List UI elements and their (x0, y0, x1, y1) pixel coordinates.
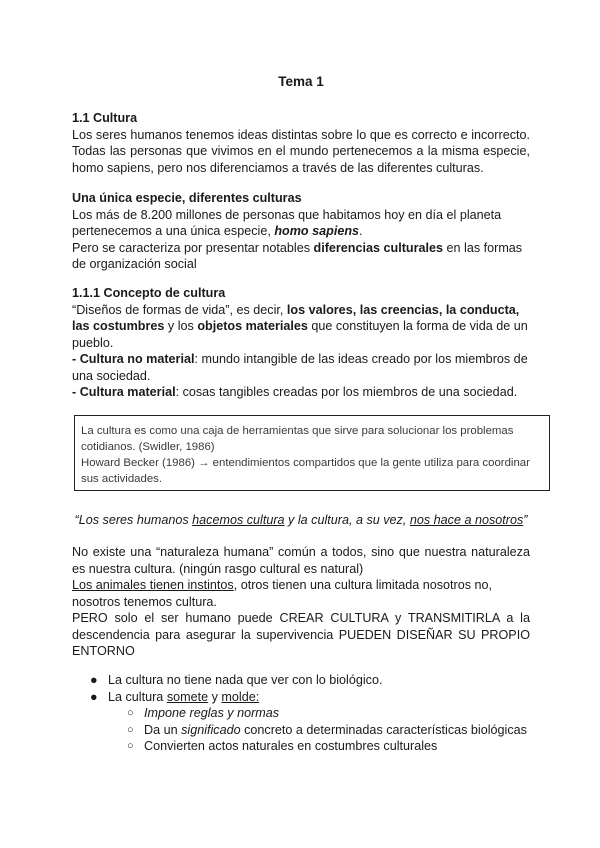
text: : cosas tangibles creadas por los miembros de una sociedad. (175, 385, 518, 399)
italic-text: Impone reglas y normas (144, 706, 280, 720)
circle-bullet-icon: ○ (127, 740, 134, 752)
page-title: Tema 1 (278, 74, 324, 89)
section-naturaleza (72, 544, 530, 660)
circle-bullet-icon: ○ (127, 707, 134, 719)
bold-text: los valores, las creencias, la conducta, las costumbres (72, 302, 520, 333)
definition-item (72, 384, 530, 401)
text: ” (523, 513, 528, 527)
box-line: Howard Becker (1986) → entendimientos compartidos que la gente utiliza para coordinar sus actividades. (81, 457, 530, 485)
bold-text: objetos materiales (197, 319, 308, 333)
section-cultura (72, 110, 530, 176)
text: Los más de 8.200 millones de personas que habitamos hoy en día el planeta pertenecemos a una única especie, (72, 207, 502, 238)
bullet-icon: ● (90, 673, 98, 687)
section-heading: Una única especie, diferentes culturas (72, 191, 302, 205)
text: , otros tienen una cultura limitada nosotros no, nosotros tenemos cultura. (72, 578, 493, 609)
paragraph (72, 577, 530, 610)
paragraph (72, 240, 530, 273)
text: La cultura (108, 689, 167, 704)
text: y los (164, 319, 198, 333)
sub-list-item (72, 705, 530, 722)
underlined-text: nos hace a nosotros (409, 513, 524, 527)
text: Pero se caracteriza por presentar notables (72, 240, 314, 255)
sub-list-item (72, 738, 530, 755)
text: que constituyen la forma de vida de un pueblo. (72, 319, 528, 350)
text: concreto a determinadas características biológicas (240, 722, 527, 737)
text: en las formas de organización social (72, 240, 523, 271)
text: Convierten actos naturales en costumbres culturales (144, 739, 438, 753)
italic-text: significado (181, 722, 241, 737)
sub-list-wrapper (72, 705, 530, 755)
emphasis-text: homo sapiens (274, 224, 360, 238)
text: : mundo intangible de las ideas creado por los miembros de una sociedad. (72, 352, 528, 383)
underlined-text: molde: (221, 689, 260, 704)
sub-list-item (72, 722, 530, 739)
pull-quote (72, 513, 530, 527)
circle-bullet-icon: ○ (127, 723, 134, 736)
underlined-text: Los animales tienen instintos (72, 578, 234, 592)
section-especie (72, 190, 530, 273)
bold-text: - Cultura no material (72, 352, 195, 366)
paragraph: PERO solo el ser humano puede CREAR CULTURA y TRANSMITIRLA a la descendencia para asegurar la supervivencia PUEDEN DISEÑAR SU PROPIO ENTORNO (72, 611, 530, 658)
definition-item (72, 351, 530, 384)
paragraph (72, 207, 530, 240)
list-item (72, 689, 530, 706)
section-heading: 1.1.1 Concepto de cultura (72, 286, 226, 300)
text: Da un (144, 722, 182, 737)
section-concepto (72, 285, 530, 401)
bold-text: - Cultura material (72, 385, 176, 399)
text: “Diseños de formas de vida”, es decir, (72, 302, 287, 317)
bold-text: diferencias culturales (313, 240, 444, 255)
text: “Los seres humanos (74, 513, 193, 527)
text: . (359, 224, 363, 238)
text: y (208, 689, 222, 704)
paragraph: No existe una “naturaleza humana” común a todos, sino que nuestra naturaleza es nuestra cultura. (ningún rasgo cultural es natural) (72, 545, 530, 576)
bullet-list (72, 672, 530, 755)
underlined-text: hacemos cultura (192, 513, 285, 527)
paragraph: Los seres humanos tenemos ideas distintas sobre lo que es correcto e incorrecto. Todas las personas que vivimos en el mundo pertenecemos a la misma especie, homo sapiens, pero nos diferenciamos a través de las diferentes culturas. (72, 127, 530, 175)
list-item (72, 672, 530, 689)
underlined-text: somete (166, 689, 209, 704)
bullet-icon: ● (90, 689, 98, 704)
paragraph (72, 302, 530, 352)
section-heading: 1.1 Cultura (72, 111, 138, 125)
text: La cultura no tiene nada que ver con lo biológico. (108, 673, 383, 687)
sub-list (72, 705, 530, 755)
quote-box (74, 415, 550, 491)
box-line: La cultura es como una caja de herramientas que sirve para solucionar los problemas cotidianos. (Swidler, 1986) (81, 425, 514, 453)
text: y la cultura, a su vez, (284, 513, 410, 527)
